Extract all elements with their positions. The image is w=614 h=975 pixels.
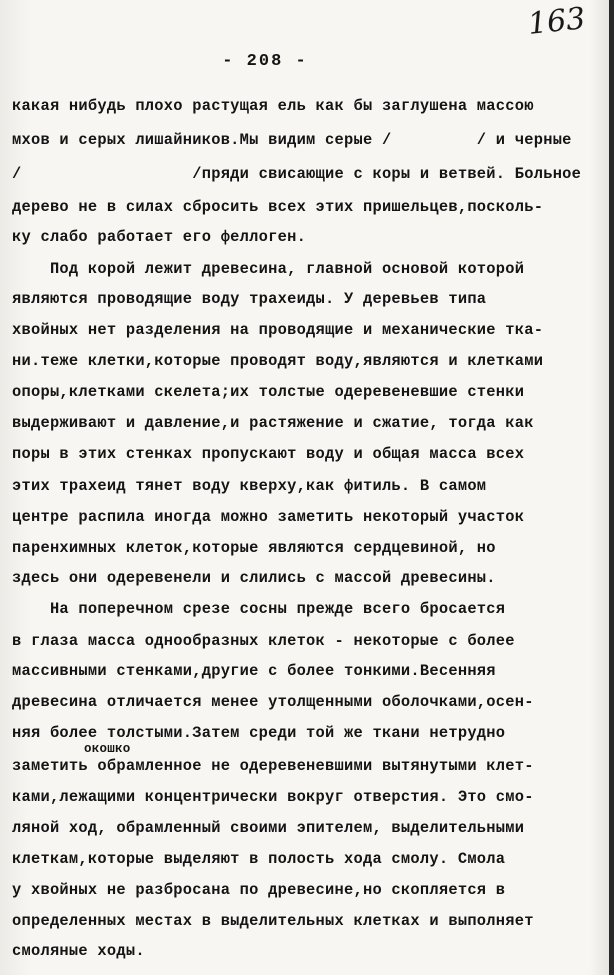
text-line: ляной ход, обрамленный своими эпителем, выделительными [12,819,525,837]
text-line: ками,лежащими концентрически вокруг отверстия. Это смо- [12,788,534,806]
text-line: ку слабо работает его феллоген. [12,228,307,246]
text-line: дерево не в силах сбросить всех этих пришельцев,посколь- [12,198,544,216]
text-line: опоры,клетками скелета;их толстые одеревеневшие стенки [12,383,525,401]
text-line: клеткам,которые выделяют в полость хода смолу. Смола [12,850,506,868]
text-line: здесь они одеревенели и слились с массой древесины. [12,569,496,587]
scan-edge [609,0,614,975]
handwritten-insertion: окошко [84,742,131,756]
page-number: - 208 - [222,52,308,71]
text-line: какая нибудь плохо растущая ель как бы заглушена массою [12,97,534,115]
text-line: выдерживают и давление,и растяжение и сжатие, тогда как [12,414,534,432]
text-line: этих трахеид тянет воду кверху,как фитиль. В самом [12,477,487,495]
text-line: паренхимных клеток,которые являются сердцевиной, но [12,539,496,557]
text-line: хвойных нет разделения на проводящие и механические тка- [12,321,544,339]
text-line: / /пряди свисающие с коры и ветвей. Больное [12,165,582,183]
text-line: у хвойных не разбросана по древесине,но скопляется в [12,881,506,899]
archive-page-number: 163 [526,1,587,42]
text-line: заметить обрамленное не одеревеневшими вытянутыми клет- [12,757,534,775]
text-line: определенных местах в выделительных клетках и выполняет [12,912,534,930]
text-line: древесина отличается менее утолщенными оболочками,осен- [12,693,534,711]
text-line: мхов и серых лишайников.Мы видим серые / / и черные [12,131,572,149]
text-line: в глаза масса однообразных клеток - некоторые с более [12,632,515,650]
text-line: являются проводящие воду трахеиды. У деревьев типа [12,290,487,308]
text-line: Под корой лежит древесина, главной основой которой [12,260,525,278]
text-line: центре распила иногда можно заметить некоторый участок [12,508,525,526]
text-line: На поперечном срезе сосны прежде всего бросается [12,600,506,618]
text-line: массивными стенками,другие с более тонкими.Весенняя [12,662,496,680]
text-line: поры в этих стенках пропускают воду и общая масса всех [12,445,525,463]
text-line: ни.теже клетки,которые проводят воду,являются и клетками [12,352,544,370]
text-line: смоляные ходы. [12,942,145,960]
text-line: няя более толстыми.Затем среди той же ткани нетрудно [12,724,506,742]
